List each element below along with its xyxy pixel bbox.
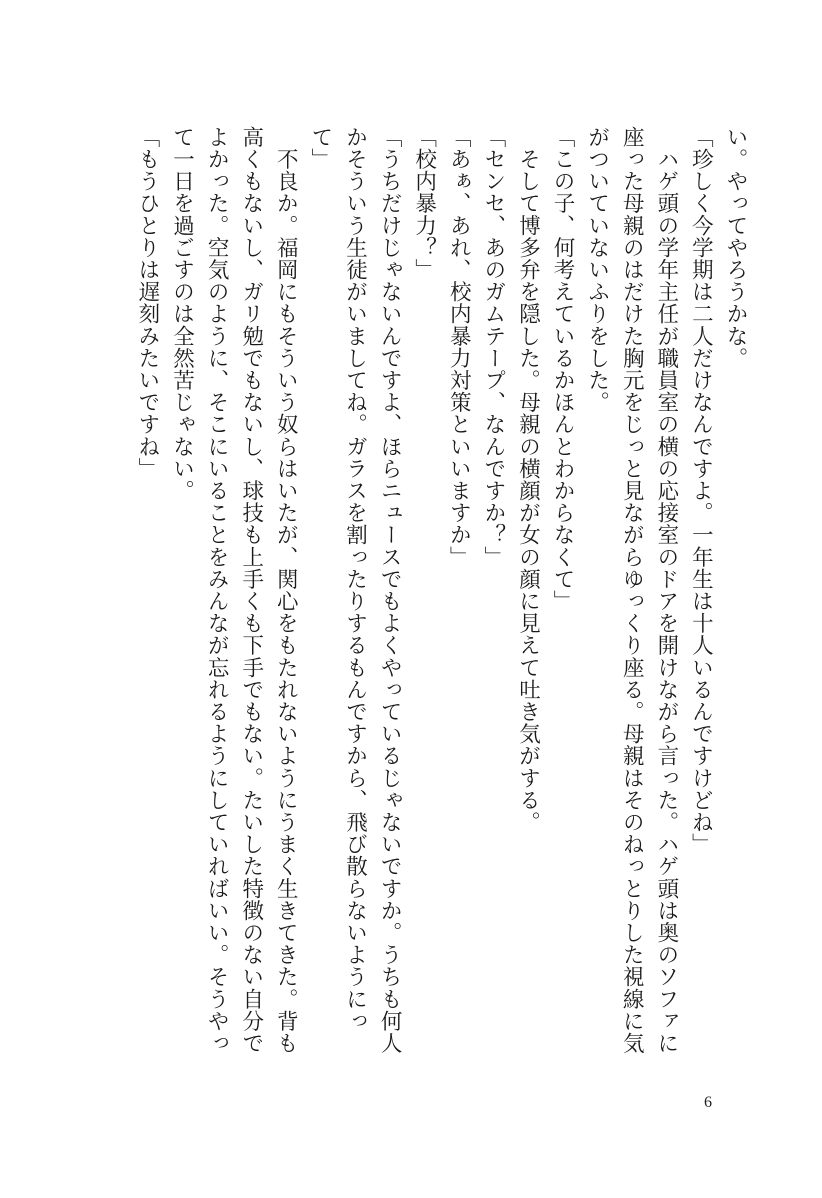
text-line: 「珍しく今学期は二人だけなんですよ。一年生は十人いるんですけどね」: [688, 126, 714, 856]
text-line: て一日を過ごすのは全然苦じゃない。: [169, 126, 195, 502]
text-line: い。やってやろうかな。: [723, 126, 748, 370]
text-line: 高くもないし、ガリ勉でもないし、球技も上手くも下手でもない。たいした特徴のない自分で: [238, 126, 264, 1055]
text-line: 「もうひとりは遅刻みたいですね」: [134, 126, 160, 480]
text-line: 「うちだけじゃないんですよ、ほらニュースでもよくやっているじゃないですか。うちも何人: [377, 126, 403, 1055]
text-line: 「センセ、あのガムテープ、なんですか？」: [480, 126, 506, 568]
page-number: 6: [704, 1094, 712, 1111]
text-line: 「校内暴力？」: [411, 126, 437, 281]
text-line: 「この子、何考えているかほんとわからなくて」: [550, 126, 576, 613]
text-line: よかった。空気のように、そこにいることをみんなが忘れるようにしていればいい。そうやっ: [204, 126, 230, 1055]
text-line: かそういう生徒がいましてね。ガラスを割ったりするもんですから、飛び散らないようにっ: [342, 126, 368, 1033]
text-line: 座った母親のはだけた胸元をじっと見ながらゆっくり座る。母親はそのねっとりした視線に気: [619, 126, 645, 1055]
vertical-text-body: [72, 126, 752, 1054]
text-line: そして博多弁を隠した。母親の横顔が女の顔に見えて吐き気がする。: [515, 126, 541, 834]
text-line: 「あぁ、あれ、校内暴力対策といいますか」: [446, 126, 472, 568]
text-line: ハゲ頭の学年主任が職員室の横の応接室のドアを開けながら言った。ハゲ頭は奥のソファに: [653, 126, 679, 1055]
text-line: て」: [307, 126, 333, 171]
text-line: がついていないふりをした。: [584, 126, 610, 414]
text-line: 不良か。福岡にもそういう奴らはいたが、関心をもたれないようにうまく生きてきた。背も: [273, 126, 299, 1055]
